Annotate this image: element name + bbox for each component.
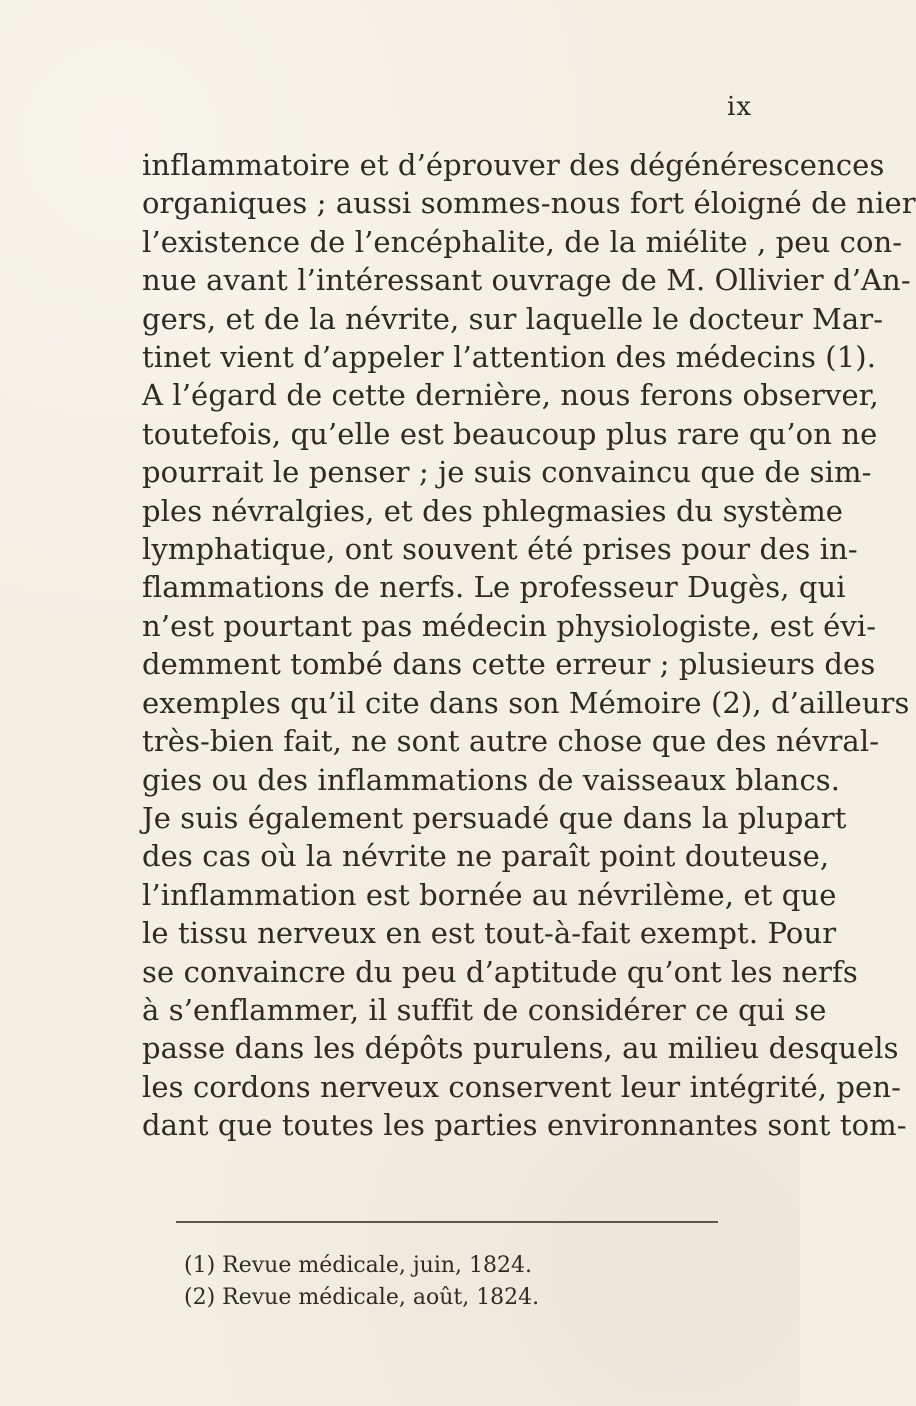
body-line: lymphatique, ont souvent été prises pour des in- (142, 532, 858, 567)
body-line: gies ou des inflammations de vaisseaux blancs. (142, 762, 841, 797)
body-line: A l’égard de cette dernière, nous ferons observer, (142, 378, 879, 413)
footnote-divider (176, 1221, 718, 1223)
body-line: se convaincre du peu d’aptitude qu’ont les nerfs (142, 954, 858, 989)
body-line: toutefois, qu’elle est beaucoup plus rare qu’on ne (142, 416, 878, 451)
body-line: à s’enflammer, il suffit de considérer ce qui se (142, 992, 827, 1027)
body-text (142, 146, 916, 1145)
body-line: demment tombé dans cette erreur ; plusieurs des (142, 647, 876, 682)
body-line: dant que toutes les parties environnantes sont tom- (142, 1108, 907, 1143)
body-line: n’est pourtant pas médecin physiologiste, est évi- (142, 608, 877, 643)
page-number: ix (727, 92, 752, 122)
body-line: le tissu nerveux en est tout-à-fait exempt. Pour (142, 916, 837, 951)
body-line: l’inflammation est bornée au névrilème, et que (142, 877, 837, 912)
body-line: ples névralgies, et des phlegmasies du système (142, 493, 844, 528)
footnotes (184, 1250, 744, 1314)
body-line: nue avant l’intéressant ouvrage de M. Ollivier d’An- (142, 263, 911, 298)
footnote-line: (1) Revue médicale, juin, 1824. (184, 1253, 532, 1278)
body-line: inflammatoire et d’éprouver des dégénérescences (142, 148, 885, 182)
body-line: organiques ; aussi sommes-nous fort éloigné de nier (142, 186, 916, 221)
body-line: passe dans les dépôts purulens, au milieu desquels (142, 1031, 899, 1066)
body-line: les cordons nerveux conservent leur intégrité, pen- (142, 1069, 902, 1104)
body-line: Je suis également persuadé que dans la plupart (142, 800, 847, 835)
footnote-line: (2) Revue médicale, août, 1824. (184, 1285, 540, 1310)
body-line: flammations de nerfs. Le professeur Dugès, qui (142, 570, 846, 605)
body-line: très-bien fait, ne sont autre chose que des névral- (142, 724, 880, 759)
body-line: tinet vient d’appeler l’attention des médecins (1). (142, 340, 877, 375)
body-line: pourrait le penser ; je suis convaincu que de sim- (142, 455, 872, 490)
body-line: exemples qu’il cite dans son Mémoire (2), d’ailleurs (142, 685, 910, 720)
body-line: des cas où la névrite ne paraît point douteuse, (142, 839, 830, 874)
body-line: l’existence de l’encéphalite, de la miélite , peu con- (142, 224, 903, 259)
body-line: gers, et de la névrite, sur laquelle le docteur Mar- (142, 301, 884, 336)
